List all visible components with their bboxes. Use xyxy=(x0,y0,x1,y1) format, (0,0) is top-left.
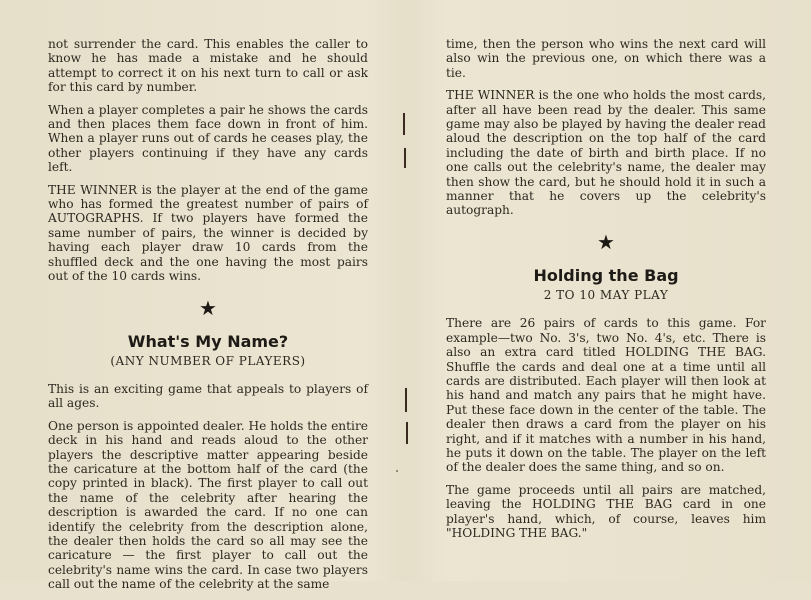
staple-mark xyxy=(406,422,408,444)
paragraph: time, then the person who wins the next card will also win the previous one, on which there was a tie. xyxy=(446,37,766,80)
paragraph: THE WINNER is the player at the end of the game who has formed the greatest number of pairs of AUTOGRAPHS. If two players have formed the same number of pairs, the winner is decided by having each player draw 10 cards from the shuffled deck and the one having the most pairs out of the 10 cards wins. xyxy=(48,182,368,284)
staple-mark xyxy=(404,148,406,168)
star-icon: ★ xyxy=(199,295,217,320)
paper-fleck xyxy=(396,470,398,472)
paragraph: The game proceeds until all pairs are matched, leaving the HOLDING THE BAG card in one player's hand, which, of course, leaves him "HOLDING THE BAG." xyxy=(446,482,766,540)
paragraph: When a player completes a pair he shows the cards and then places them face down in front of him. When a player runs out of cards he ceases play, the other players continuing if they have any cards left. xyxy=(48,102,368,175)
staple-mark xyxy=(403,113,405,135)
paragraph: There are 26 pairs of cards to this game. For example—two No. 3's, two No. 4's, etc. There is also an extra card titled HOLDING THE BAG. Shuffle the cards and deal one at a time until all cards are distributed. Each player will then look at his hand and match any pairs that he might have. Put these face down in the center of the table. The dealer then draws a card from the player on his right, and if it matches with a number in his hand, he puts it down on the table. The player on the left of the dealer does the same thing, and so on. xyxy=(446,316,766,475)
section-subheading: 2 TO 10 MAY PLAY xyxy=(543,287,669,302)
left-page xyxy=(48,37,368,600)
staple-mark xyxy=(405,388,407,412)
section-subheading: (ANY NUMBER OF PLAYERS) xyxy=(110,353,306,368)
paragraph: THE WINNER is the one who holds the most cards, after all have been read by the dealer. This same game may also be played by having the dealer read aloud the description on the top half of the card including the date of birth and birth place. If no one calls out the celebrity's name, the dealer may then show the card, but he should hold it in such a manner that he covers up the celebrity's autograph. xyxy=(446,88,766,218)
right-page xyxy=(446,37,766,548)
paragraph: One person is appointed dealer. He holds the entire deck in his hand and reads aloud to the other players the descriptive matter appearing beside the caricature at the bottom half of the card (the copy printed in black). The first player to call out the name of the celebrity after hearing the description is awarded the card. If no one can identify the celebrity from the description alone, the dealer then holds the card so all may see the caricature — the first player to call out the celebrity's name wins the card. In case two players call out the name of the celebrity at the same xyxy=(48,418,368,592)
section-heading: What's My Name? xyxy=(127,331,289,351)
paragraph: not surrender the card. This enables the caller to know he has made a mistake and he should attempt to correct it on his next turn to call or ask for this card by number. xyxy=(48,37,368,95)
star-icon: ★ xyxy=(597,229,615,254)
paragraph: This is an exciting game that appeals to players of all ages. xyxy=(48,381,368,411)
section-heading: Holding the Bag xyxy=(533,265,679,285)
